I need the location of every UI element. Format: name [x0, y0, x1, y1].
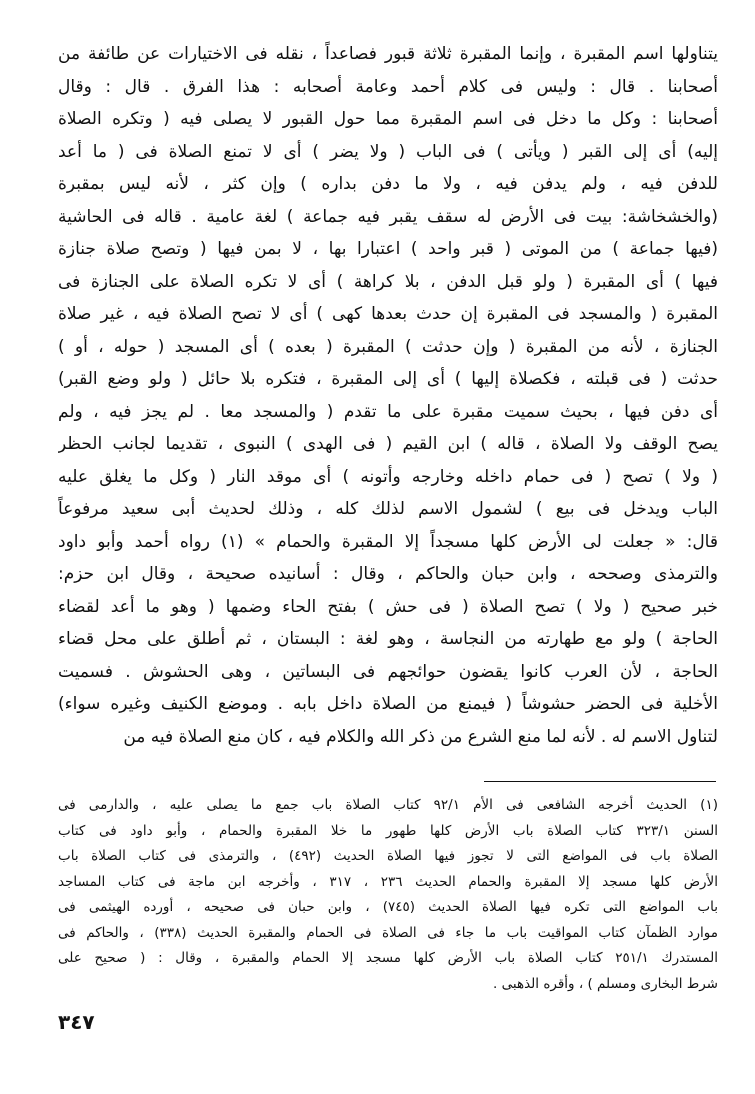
page-number: ٣٤٧ [58, 1010, 95, 1034]
body-line: قال: « جعلت لى الأرض كلها مسجداً إلا المقبرة والحمام » (١) رواه أحمد وأبو داود [58, 531, 718, 552]
body-line: (فيها جماعة ) من الموتى ( قبر واحد ) اعتبارا بها ، لا بمن فيها ( وتصح صلاة جنازة [58, 239, 718, 259]
body-line: ( ولا ) تصح ( فى حمام داخله وخارجه وأتونه ) أى موقد النار ( وكل ما يغلق عليه [58, 466, 718, 487]
body-line: الحاجة ، لأن العرب كانوا يقضون حوائجهم فى البساتين ، وهى الحشوش . فسميت [58, 661, 718, 682]
footnote-line: السنن ٣٢٣/١ كتاب الصلاة باب الأرض كلها طهور ما خلا المقبرة والحمام ، وأبو داود فى كتاب [58, 822, 718, 839]
body-line: الأخلية فى الحضر حشوشاً ( فيمنع من الصلاة داخل بابه . وموضع الكنيف وغيره سواء) [58, 694, 718, 714]
body-line: أصحابنا : وكل ما دخل فى اسم المقبرة مما حول القبور لا يصلى فيه ( وتكره الصلاة [58, 109, 718, 129]
body-line: المقبرة ( والمسجد فى المقبرة إن حدث بعدها كهى ) أى لا تصح الصلاة فيه ، غير صلاة [58, 304, 718, 324]
body-line: يصح الوقف ولا الصلاة ، قاله ) ابن القيم ( فى الهدى ) النبوى ، تقديما لجانب الحظر [58, 434, 718, 454]
body-line: الجنازة ، لأنه من المقبرة ( وإن حدثت ) المقبرة ( بعده ) أى المسجد ( حوله ، أو ) [58, 336, 718, 357]
footnote-line: موارد الظمآن كتاب المواقيت باب ما جاء فى الصلاة فى الحمام والمقبرة الحديث (٣٣٨) ، والحاكم فى [58, 924, 718, 941]
body-line: (والخشخاشة: بيت فى الأرض له سقف يقبر فيه جماعة ) لغة عامية . قاله فى الحاشية [58, 206, 718, 227]
body-line: الباب ويدخل فى بيع ) لشمول الاسم لذلك كله ، وذلك لحديث أبى سعيد مرفوعاً [58, 499, 718, 519]
body-line: أى دفن فيها ، بحيث سميت مقبرة على ما تقدم ( والمسجد معا . لم يجز فيه ، ولم [58, 401, 718, 422]
body-line: والترمذى وصححه ، وابن حبان والحاكم ، وقال : أسانيده صحيحة ، وقال ابن حزم: [58, 564, 718, 584]
footnote-line: شرط البخارى ومسلم ) ، وأقره الذهبى . [493, 975, 718, 992]
footnote-line: باب المواضع التى تكره فيها الصلاة الحديث (٧٤٥) ، وابن حبان فى صحيحه ، أورده الهيثمى فى [58, 899, 718, 915]
body-line: الحاجة ) ولو مع طهارته من النجاسة ، وهو لغة : البستان ، ثم أطلق على محل قضاء [58, 629, 718, 649]
footnote-divider [484, 781, 716, 782]
footnote-line: المستدرك ٢٥١/١ كتاب الصلاة باب الأرض كلها مسجد إلا الحمام والمقبرة ، وقال : ( صحيح على [58, 950, 718, 966]
body-line: فيها ) أى المقبرة ( ولو قبل الدفن ، بلا كراهة ) أى لا تكره الصلاة على الجنازة فى [58, 271, 718, 292]
body-line: حدثت ( فى قبلته ، فكصلاة إليها ) أى إلى المقبرة ، فتكره بلا حائل ( ولو وضع القبر) [58, 369, 718, 389]
body-line: أصحابنا . قال : وليس فى كلام أحمد وعامة أصحابه : هذا الفرق . قال : وقال [58, 76, 718, 97]
body-line: إليه) أى إلى القبر ( ويأتى ) فى الباب ( ولا يضر ) أى لا تمنع الصلاة فى ( ما أعد [58, 141, 718, 162]
body-line: للدفن فيه ، ولم يدفن فيه ، ولا ما دفن بداره ) وإن كثر ، لأنه ليس بمقبرة [58, 174, 718, 194]
footnote-line: الأرض كلها مسجد إلا المقبرة والحمام الحديث ٢٣٦ ، ٣١٧ ، وأخرجه ابن ماجة فى كتاب المساجد [58, 873, 718, 890]
footnotes [58, 793, 718, 997]
main-body-text [58, 38, 718, 753]
footnote-line: الصلاة باب فى المواضع التى لا تجوز فيها الصلاة الحديث (٤٩٢) ، والترمذى فى كتاب الصلاة باب [58, 848, 718, 864]
body-line: لتناول الاسم له . لأنه لما منع الشرع من ذكر الله والكلام فيه ، كان منع الصلاة فيه من [123, 726, 718, 747]
body-line: خبر صحيح ( ولا ) تصح الصلاة ( فى حش ) بفتح الحاء وضمها ( وهو ما أعد لقضاء [58, 596, 718, 617]
footnote-line: (١) الحديث أخرجه الشافعى فى الأم ٩٢/١ كتاب الصلاة باب جمع ما يصلى عليه ، والدارمى فى [58, 797, 718, 813]
body-line: يتناولها اسم المقبرة ، وإنما المقبرة ثلاثة قبور فصاعداً ، نقله فى الاختيارات عن طائفة من [58, 44, 718, 64]
